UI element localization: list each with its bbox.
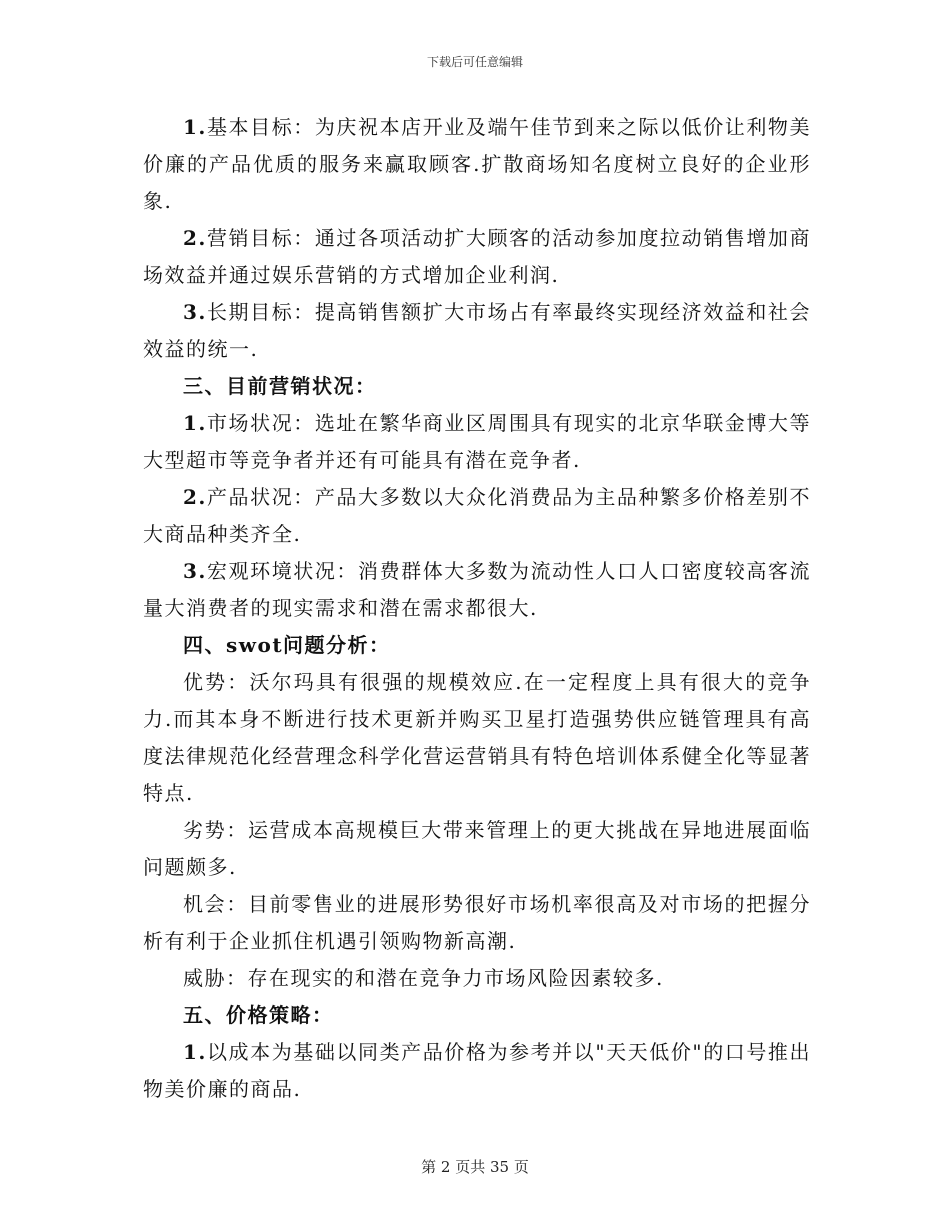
- paragraph-text: 劣势：运营成本高规模巨大带来管理上的更大挑战在异地进展面临问题颇多.: [143, 818, 811, 879]
- numbered-paragraph: [143, 479, 811, 553]
- item-number: 2.: [183, 226, 207, 250]
- numbered-paragraph: [143, 109, 811, 220]
- item-number: 3.: [183, 300, 207, 324]
- numbered-paragraph: [143, 405, 811, 479]
- paragraph-text: 长期目标：提高销售额扩大市场占有率最终实现经济效益和社会效益的统一.: [143, 300, 811, 361]
- paragraph-text: 威胁：存在现实的和潜在竞争力市场风险因素较多.: [183, 966, 664, 990]
- item-number: 2.: [183, 485, 207, 509]
- paragraph: [143, 664, 811, 812]
- item-number: 1.: [183, 1040, 207, 1064]
- paragraph-text: 以成本为基础以同类产品价格为参考并以"天天低价"的口号推出物美价廉的商品.: [143, 1040, 811, 1101]
- paragraph-text: 基本目标：为庆祝本店开业及端午佳节到来之际以低价让利物美价廉的产品优质的服务来赢取顾客.扩散商场知名度树立良好的企业形象.: [143, 115, 811, 213]
- paragraph-text: 市场状况：选址在繁华商业区周围具有现实的北京华联金博大等大型超市等竞争者并还有可能具有潜在竞争者.: [143, 411, 811, 472]
- numbered-paragraph: [143, 1034, 811, 1108]
- page-footer: 第 2 页共 35 页: [421, 1158, 529, 1176]
- item-number: 1.: [183, 115, 207, 139]
- paragraph-text: 优势：沃尔玛具有很强的规模效应.在一定程度上具有很大的竞争力.而其本身不断进行技术更新并购买卫星打造强势供应链管理具有高度法律规范化经营理念科学化营运营销具有特色培训体系健全化等显著特点.: [143, 670, 811, 805]
- section-heading: 四、swot问题分析：: [183, 633, 391, 657]
- section-heading: 五、价格策略：: [183, 1003, 334, 1027]
- section-heading: 三、目前营销状况：: [183, 374, 377, 398]
- page-header: 下载后可任意编辑: [426, 55, 523, 69]
- paragraph-text: 机会：目前零售业的进展形势很好市场机率很高及对市场的把握分析有利于企业抓住机遇引领购物新高潮.: [143, 892, 811, 953]
- paragraph: [143, 812, 811, 886]
- paragraph-text: 宏观环境状况：消费群体大多数为流动性人口人口密度较高客流量大消费者的现实需求和潜在需求都很大.: [143, 559, 811, 620]
- paragraph-text: 营销目标：通过各项活动扩大顾客的活动参加度拉动销售增加商场效益并通过娱乐营销的方式增加企业利润.: [143, 226, 811, 287]
- paragraph: [143, 960, 811, 997]
- paragraph: [143, 886, 811, 960]
- item-number: 1.: [183, 411, 207, 435]
- numbered-paragraph: [143, 553, 811, 627]
- numbered-paragraph: [143, 294, 811, 368]
- numbered-paragraph: [143, 220, 811, 294]
- paragraph-text: 产品状况：产品大多数以大众化消费品为主品种繁多价格差别不大商品种类齐全.: [143, 485, 811, 546]
- document-body: [143, 109, 811, 1108]
- item-number: 3.: [183, 559, 207, 583]
